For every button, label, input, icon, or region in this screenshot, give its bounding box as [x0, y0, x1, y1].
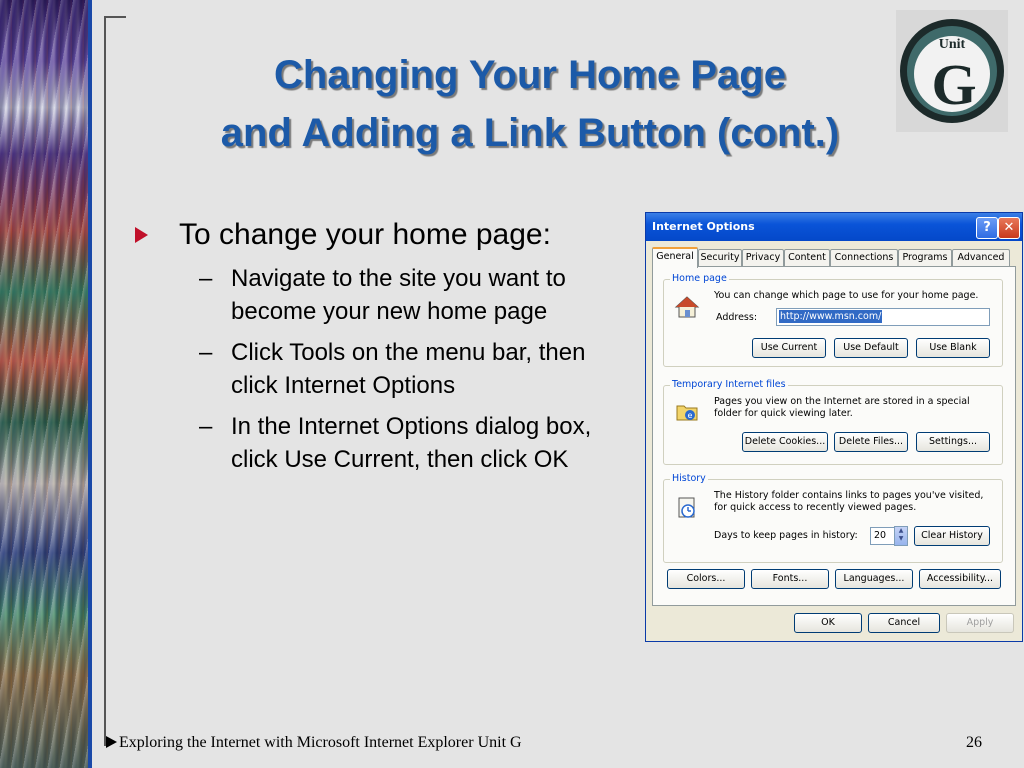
languages-button[interactable]: Languages...: [835, 569, 913, 589]
logo-letter: G: [931, 52, 977, 117]
ok-button[interactable]: OK: [794, 613, 862, 633]
dash-icon: –: [199, 265, 213, 292]
side-strip-edge: [88, 0, 92, 768]
address-input[interactable]: [776, 308, 990, 326]
tab-security[interactable]: Security: [698, 249, 742, 266]
slide-footer: [106, 734, 522, 752]
days-input[interactable]: 20: [870, 527, 895, 545]
sub-bullet-text: In the Internet Options dialog box, click Use Current, then click OK: [231, 413, 592, 473]
dialog-title: Internet Options: [652, 220, 755, 233]
temp-files-group: [663, 379, 1003, 465]
use-default-button[interactable]: Use Default: [834, 338, 908, 358]
footer-arrow-icon: [106, 736, 117, 748]
history-group-label: History: [672, 473, 706, 484]
unit-g-logo-graphic: [896, 10, 1008, 132]
history-description: The History folder contains links to pages you've visited, for quick access to recently viewed pages.: [714, 490, 984, 513]
tab-content[interactable]: Content: [784, 249, 830, 266]
sub-bullet-text: Click Tools on the menu bar, then click Internet Options: [231, 339, 586, 399]
history-group: [663, 473, 1003, 563]
bracket-top: [104, 16, 126, 18]
decorative-side-strip: [0, 0, 88, 768]
slide-title: [140, 46, 920, 162]
temp-files-description: Pages you view on the Internet are stored in a special folder for quick viewing later.: [714, 396, 970, 419]
general-tab-panel: [652, 266, 1016, 606]
page-number: 26: [966, 734, 982, 751]
home-icon: [674, 294, 700, 320]
footer-text: Exploring the Internet with Microsoft Internet Explorer Unit G: [119, 734, 522, 751]
dash-icon: –: [199, 339, 213, 366]
accessibility-button[interactable]: Accessibility...: [919, 569, 1001, 589]
unit-g-logo: [896, 10, 1008, 132]
apply-button[interactable]: Apply: [946, 613, 1014, 633]
sub-bullet: [135, 336, 625, 402]
bullet-main-text: To change your home page:: [179, 218, 551, 251]
title-line-2: and Adding a Link Button (cont.): [220, 111, 840, 155]
bracket-line: [104, 16, 106, 746]
close-button[interactable]: ✕: [998, 217, 1020, 239]
temp-files-icon: [674, 398, 700, 424]
use-current-button[interactable]: Use Current: [752, 338, 826, 358]
bullet-arrow-icon: [135, 227, 148, 243]
sub-bullet-text: Navigate to the site you want to become your new home page: [231, 265, 566, 325]
days-label: Days to keep pages in history:: [714, 530, 858, 541]
bullet-list: [135, 216, 625, 476]
use-blank-button[interactable]: Use Blank: [916, 338, 990, 358]
sub-bullet: [135, 262, 625, 328]
tab-advanced[interactable]: Advanced: [952, 249, 1010, 266]
tab-connections[interactable]: Connections: [830, 249, 898, 266]
tab-programs[interactable]: Programs: [898, 249, 952, 266]
dialog-titlebar[interactable]: [646, 213, 1022, 241]
delete-files-button[interactable]: Delete Files...: [834, 432, 908, 452]
internet-options-dialog: [645, 212, 1023, 642]
svg-text:e: e: [687, 411, 693, 420]
fonts-button[interactable]: Fonts...: [751, 569, 829, 589]
history-icon: [674, 494, 700, 520]
colors-button[interactable]: Colors...: [667, 569, 745, 589]
tab-general[interactable]: General: [652, 247, 698, 268]
tab-privacy[interactable]: Privacy: [742, 249, 784, 266]
clear-history-button[interactable]: Clear History: [914, 526, 990, 546]
address-label: Address:: [716, 312, 758, 323]
title-line-1: Changing Your Home Page: [274, 53, 786, 97]
delete-cookies-button[interactable]: Delete Cookies...: [742, 432, 828, 452]
cancel-button[interactable]: Cancel: [868, 613, 940, 633]
home-page-description: You can change which page to use for your home page.: [714, 290, 979, 301]
logo-word: Unit: [938, 37, 966, 52]
bullet-main: [135, 216, 625, 254]
settings-button[interactable]: Settings...: [916, 432, 990, 452]
home-page-group: [663, 273, 1003, 367]
home-page-group-label: Home page: [672, 273, 727, 284]
temp-files-group-label: Temporary Internet files: [672, 379, 786, 390]
address-value: http://www.msn.com/: [780, 311, 882, 322]
sub-bullet: [135, 410, 625, 476]
dash-icon: –: [199, 413, 213, 440]
help-button[interactable]: ?: [976, 217, 998, 239]
days-spinner[interactable]: ▲ ▼: [894, 526, 908, 546]
